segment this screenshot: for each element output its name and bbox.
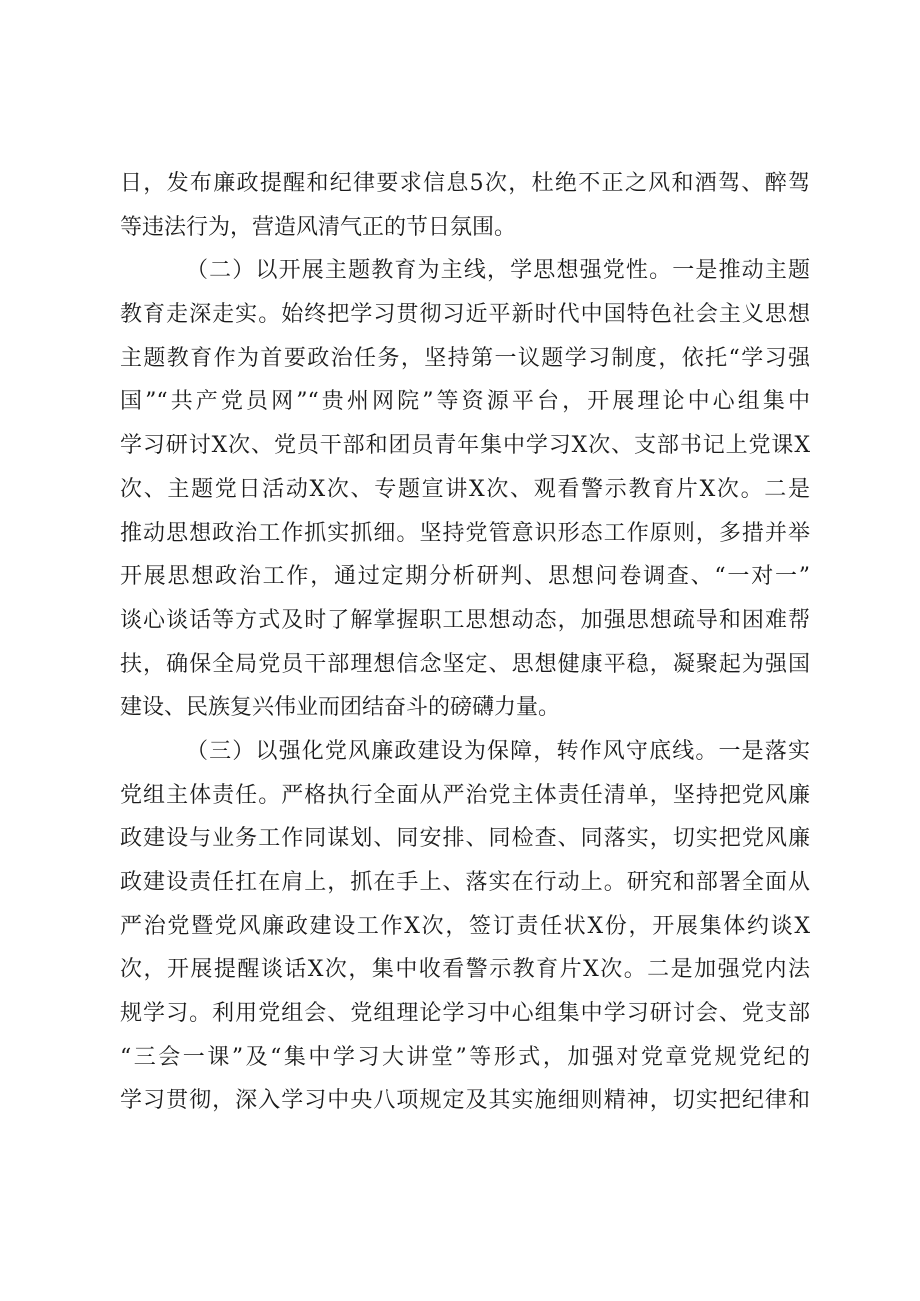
text-line-22: 学习贯彻，深入学习中央八项规定及其实施细则精神，切实把纪律和 (120, 1088, 810, 1114)
text-line-10: 开展思想政治工作，通过定期分析研判、思想问卷调查、“一对一” (120, 564, 810, 590)
text-line-6: 国”“共产党员网”“贵州网院”等资源平台，开展理论中心组集中 (120, 389, 810, 415)
text-line-17: 政建设责任扛在肩上，抓在手上、落实在行动上。研究和部署全面从 (120, 870, 810, 895)
text-line-7: 学习研讨X次、党员干部和团员青年集中学习X次、支部书记上党课X (120, 433, 810, 459)
text-line-13: 建设、民族复兴伟业而团结奋斗的磅礴力量。 (120, 695, 561, 721)
document-body (120, 162, 810, 1123)
text-line-5: 主题教育作为首要政治任务，坚持第一议题学习制度，依托“学习强 (120, 345, 810, 371)
text-line-19: 次，开展提醒谈话X次，集中收看警示教育片X次。二是加强党内法 (120, 957, 810, 983)
text-line-12: 扶，确保全局党员干部理想信念坚定、思想健康平稳，凝聚起为强国 (120, 651, 810, 677)
section-heading-3: （三）以强化党风廉政建设为保障，转作风守底线。一是落实 (186, 738, 810, 764)
text-line-11: 谈心谈话等方式及时了解掌握职工思想动态，加强思想疏导和困难帮 (120, 607, 810, 633)
text-line-4: 教育走深走实。始终把学习贯彻习近平新时代中国特色社会主义思想 (120, 302, 810, 328)
section-heading-2: （二）以开展主题教育为主线，学思想强党性。一是推动主题 (186, 258, 810, 284)
text-line-9: 推动思想政治工作抓实抓细。坚持党管意识形态工作原则，多措并举 (120, 520, 810, 546)
text-line-18: 严治党暨党风廉政建设工作X次，签订责任状X份，开展集体约谈X (120, 913, 810, 939)
text-line-20: 规学习。利用党组会、党组理论学习中心组集中学习研讨会、党支部 (120, 1001, 810, 1027)
text-line-2: 等违法行为，营造风清气正的节日氛围。 (120, 214, 517, 240)
text-line-1: 日，发布廉政提醒和纪律要求信息5次，杜绝不正之风和酒驾、醉驾 (120, 171, 810, 196)
text-line-15: 党组主体责任。严格执行全面从严治党主体责任清单，坚持把党风廉 (120, 782, 810, 808)
text-line-21: “三会一课”及“集中学习大讲堂”等形式，加强对党章党规党纪的 (120, 1044, 810, 1070)
text-line-8: 次、主题党日活动X次、专题宣讲X次、观看警示教育片X次。二是 (120, 476, 810, 502)
text-line-16: 政建设与业务工作同谋划、同安排、同检查、同落实，切实把党风廉 (120, 826, 810, 852)
